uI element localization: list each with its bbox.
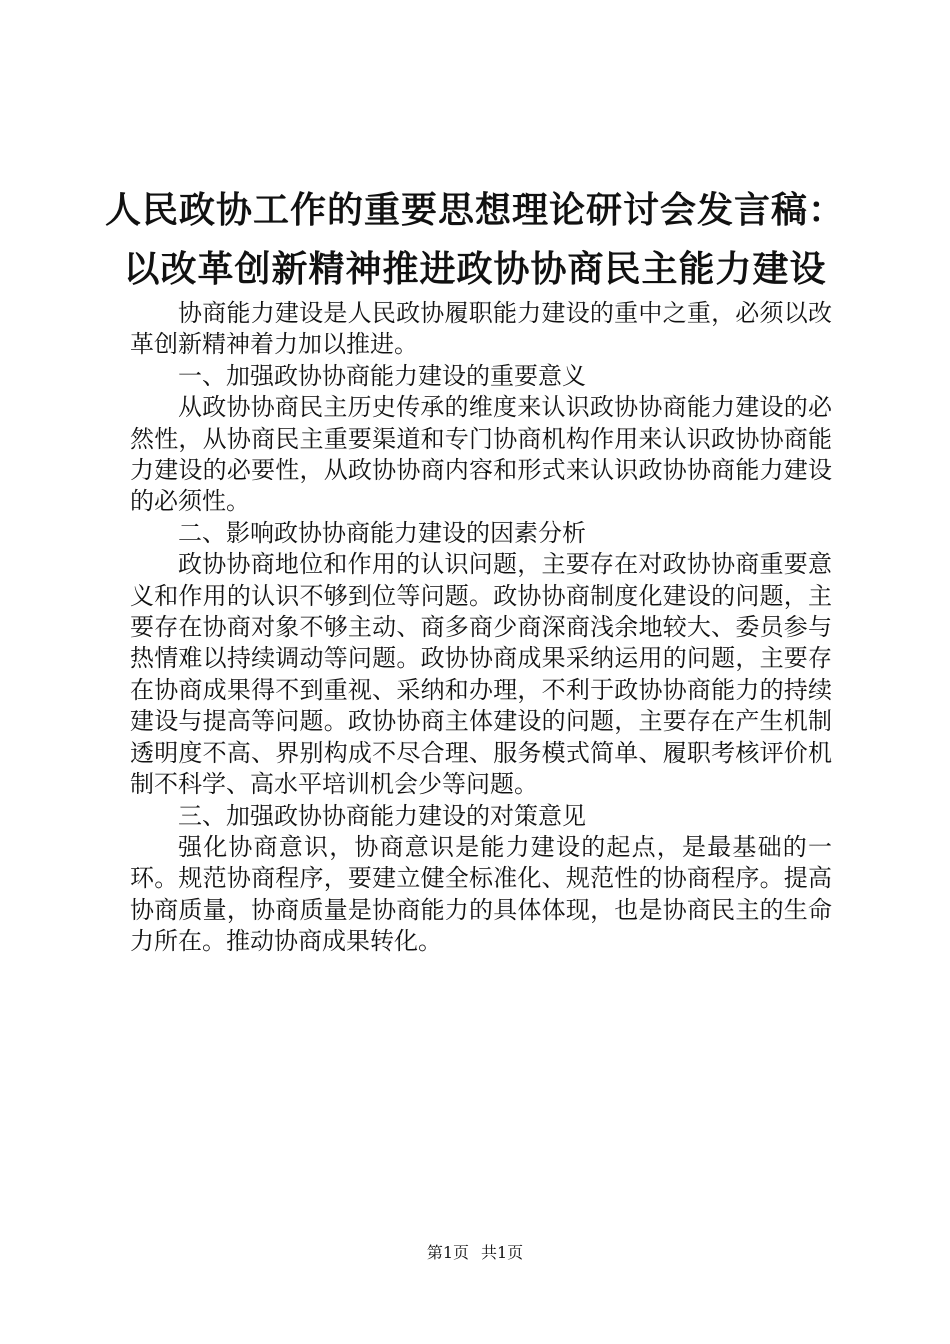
section-heading-2: 二、影响政协协商能力建设的因素分析 bbox=[178, 518, 586, 547]
section-3-paragraph: 强化协商意识，协商意识是能力建设的起点，是最基础的一环。规范协商程序，要建立健全标准化、规范性的协商程序。提高协商质量，协商质量是协商能力的具体体现，也是协商民主的生命力所在。推动协商成果转化。 bbox=[130, 832, 832, 956]
section-2-paragraph: 政协协商地位和作用的认识问题，主要存在对政协协商重要意义和作用的认识不够到位等问题。政协协商制度化建设的问题，主要存在协商对象不够主动、商多商少商深商浅余地较大、委员参与热情难以持续调动等问题。政协协商成果采纳运用的问题，主要存在协商成果得不到重视、采纳和办理，不利于政协协商能力的持续建设与提高等问题。政协协商主体建设的问题，主要存在产生机制透明度不高、界别构成不尽合理、服务模式简单、履职考核评价机制不科学、高水平培训机会少等问题。 bbox=[130, 550, 832, 799]
section-heading-3: 三、加强政协协商能力建设的对策意见 bbox=[178, 801, 586, 830]
document-title-line-1: 人民政协工作的重要思想理论研讨会发言稿： bbox=[104, 190, 845, 231]
page-number-current: 第1页 bbox=[426, 1243, 469, 1262]
section-1-paragraph: 从政协协商民主历史传承的维度来认识政协协商能力建设的必然性，从协商民主重要渠道和专门协商机构作用来认识政协协商能力建设的必要性，从政协协商内容和形式来认识政协协商能力建设的必须性。 bbox=[130, 393, 832, 516]
document-title-line-2: 以改革创新精神推进政协协商民主能力建设 bbox=[123, 249, 827, 290]
document-body bbox=[130, 298, 832, 958]
section-heading-1: 一、加强政协协商能力建设的重要意义 bbox=[178, 361, 586, 390]
page-number-total: 共1页 bbox=[481, 1243, 524, 1262]
intro-paragraph: 协商能力建设是人民政协履职能力建设的重中之重，必须以改革创新精神着力加以推进。 bbox=[130, 299, 832, 359]
page-footer bbox=[0, 1243, 950, 1263]
